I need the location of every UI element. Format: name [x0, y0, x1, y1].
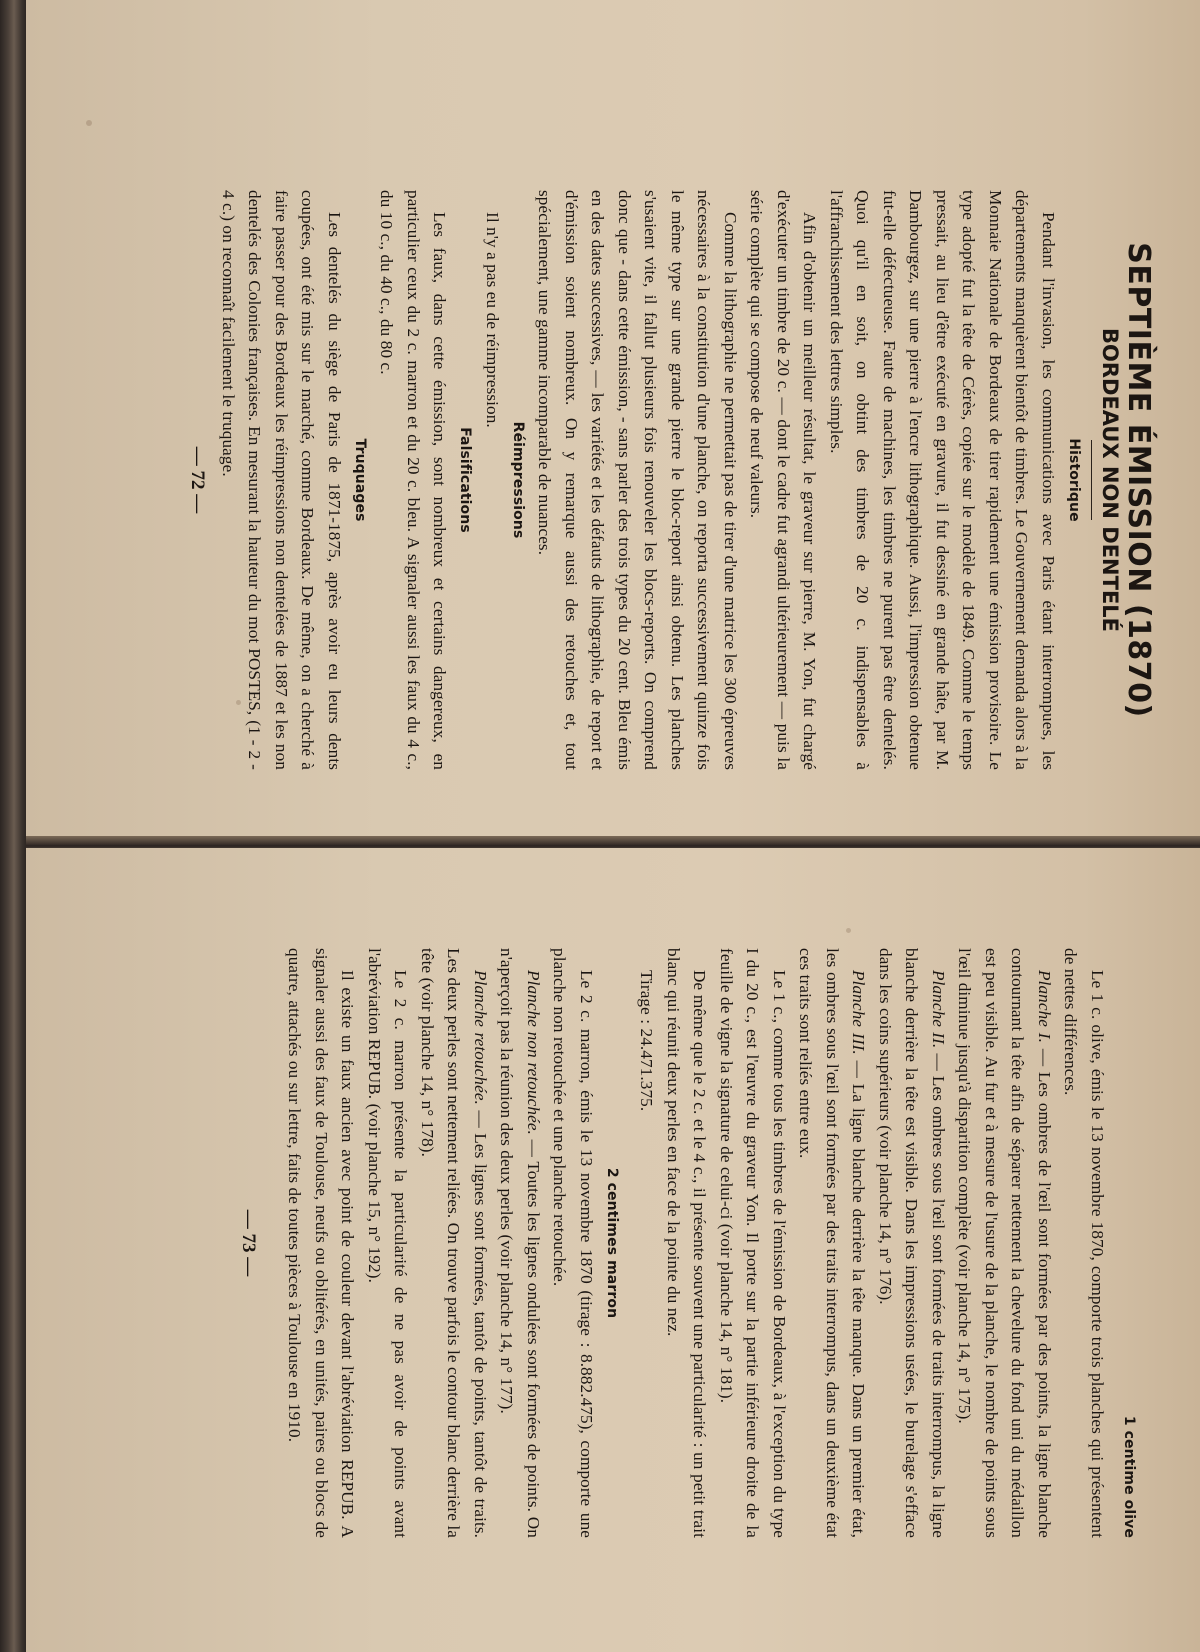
- paragraph: [493, 948, 546, 1538]
- paragraph: [951, 948, 1057, 1538]
- title-rule: [1091, 440, 1092, 520]
- page-number: — 73 —: [238, 1209, 259, 1277]
- paragraph: Il n'y a pas eu de réimpression.: [483, 212, 502, 428]
- paragraph: Les dentelés du siège de Paris de 1871-1875, après avoir eu leurs dents coupées, ont été mis sur le marché, comme Bordeaux. De même, on a cherché à faire passer pour des Bordeaux les réimpressions non dentelées de 1887 et les non dentelés des Colonies françaises. En mesurant la hauteur du mot POSTES, (1 - 2 - 4 c.) on reconnaît facilement le truquage.: [219, 190, 344, 770]
- paragraph: Le 1 c., comme tous les timbres de l'émission de Bordeaux, à l'exception du type I du 20 c., est l'œuvre du graveur Yon. Il porte sur la partie inférieure droite de la feuille de vigne la signature de celui-ci (voir planche 14, n° 181).: [717, 948, 789, 1538]
- section-heading-reimpressions: Réimpressions: [510, 421, 526, 539]
- page-72: [187, 190, 1155, 770]
- paragraph-text: — Les ombres de l'œil sont formées par des points, la ligne blanche contournant la tête afin de séparer nettement la chevelure du fond uni du médaillon est peu visible. Au fur et à mesure de l'usure de la planche, le nombre de points sous l'œil diminue jusqu'à disparition complète (voir planche 14, n° 175).: [955, 948, 1054, 1538]
- paragraph: Pendant l'invasion, les communications avec Paris étant interrompues, les départements manquèrent bientôt de timbres. Le Gouvernement demanda alors à la Monnaie Nationale de Bordeaux de tirer rapidement une émission provisoire. Le type adopté fut la tête de Cérès, copiée sur le modèle de 1849. Comme le temps pressait, au lieu d'être exécuté en gravure, il fut dessiné en grande hâte, par M. Dambourgez, sur une pierre à l'encre lithographique. Aussi, l'impression obtenue fut-elle défectueuse. Faute de machines, les timbres ne purent pas être dentelés. Quoi qu'il en soit, on obtint des timbres de 20 c. indispensables à l'affranchissement des lettres simples.: [827, 190, 1058, 770]
- section-heading-falsifications: Falsifications: [457, 427, 474, 533]
- paragraph-text: — La ligne blanche derrière la tête manque. Dans un premier état, les ombres sous l'œil sont formées par des traits interrompus, dans un deuxième état ces traits sont reliés entre eux.: [796, 948, 869, 1539]
- paper-spot: [846, 928, 851, 933]
- paragraph: [792, 948, 872, 1538]
- plate-label: Planche retouchée.: [471, 970, 490, 1105]
- paragraph-text: — Toutes les lignes ondulées sont formées de points. On n'aperçoit pas la réunion des deux perles (voir planche 14, n° 177).: [497, 948, 543, 1538]
- section-heading-1-centime: 1 centime olive: [1121, 1415, 1137, 1538]
- paragraph: Comme la lithographie ne permettait pas de tirer d'une matrice les 300 épreuves nécessaires à la constitution d'une planche, on reporta successivement quinze fois le même type sur une grande pierre le bloc-report ainsi obtenu. Les planches s'usaient vite, il fallut plusieurs fois renouveler les blocs-reports. On comprend donc que - dans cette émission, - sans parler des trois types du 20 cent. Bleu émis en des dates successives, — les variétés et les défauts de lithographie, de report et d'émission soient nombreux. On y remarque aussi des retouches et, tout spécialement, une gamme incomparable de nuances.: [535, 190, 740, 770]
- paragraph: Le 2 c. marron présente la particularité de ne pas avoir de points avant l'abréviation REPUB. (voir planche 15, n° 192).: [365, 948, 411, 1538]
- section-heading-2-centimes: 2 centimes marron: [604, 1167, 620, 1319]
- print-run: Tirage : 24.471.375.: [637, 970, 657, 1112]
- plate-label: Planche III.: [849, 970, 869, 1055]
- paragraph: De même que le 2 c. et le 4 c., il présente souvent une particularité : un petit trait blanc qui réunit deux perles en face de la pointe du nez.: [664, 948, 710, 1538]
- page-72-body: [215, 190, 1084, 770]
- plate-label: Planche non retouchée.: [524, 970, 543, 1135]
- paragraph: Le 2 c. marron, émis le 13 novembre 1870 (tirage : 8.882.475), comporte une planche non retouchée et une planche retouchée.: [550, 948, 596, 1538]
- paragraph-text: — Les ombres sous l'œil sont formées de traits interrompus, la ligne blanche derrière la tête est visible. Dans les impressions usées, le burelage s'efface dans les coins supérieurs (voir planche 14, n° 176).: [876, 948, 948, 1538]
- paragraph: Il existe un faux ancien avec point de couleur devant l'abréviation REPUB. A signaler aussi des faux de Toulouse, neufs ou oblitérés, en unités, paires ou blocs de quatre, attachés ou sur lettre, faits de toutes pièces à Toulouse en 1910.: [285, 948, 358, 1538]
- paragraph: Les faux, dans cette émission, sont nombreux et certains dangereux, en particulier ceux du 2 c. marron et du 20 c. bleu. A signaler aussi les faux du 4 c., du 10 c., du 40 c., du 80 c.: [377, 190, 450, 770]
- page-73-body: [281, 948, 1138, 1538]
- page-73: [237, 948, 1142, 1538]
- section-heading-truquages: Truquages: [352, 438, 368, 522]
- chapter-subtitle: BORDEAUX NON DENTELÉ: [1098, 327, 1122, 633]
- paragraph: [872, 948, 952, 1538]
- section-heading-historique: Historique: [1066, 438, 1082, 522]
- paragraph: Le 1 c. olive, émis le 13 novembre 1870, comporte trois planches qui présentent de nettes différences.: [1061, 948, 1107, 1538]
- plate-label: Planche I.: [1035, 970, 1054, 1044]
- chapter-title: SEPTIÈME ÉMISSION (1870): [1121, 242, 1156, 718]
- paragraph-text: — Les lignes sont formées, tantôt de points, tantôt de traits. Les deux perles sont nettement reliées. On trouve parfois le contour blanc derrière la tête (voir planche 14, n° 178).: [418, 948, 490, 1539]
- paragraph: [414, 948, 494, 1538]
- plate-label: Planche II.: [929, 970, 948, 1049]
- paragraph: Afin d'obtenir un meilleur résultat, le graveur sur pierre, M. Yon, fut chargé d'exécuter un timbre de 20 c. — dont le cadre fut agrandi ultérieurement — puis la série complète qui se compose de neuf valeurs.: [747, 190, 820, 770]
- paper-spot: [86, 120, 92, 126]
- page-number: — 72 —: [187, 446, 209, 514]
